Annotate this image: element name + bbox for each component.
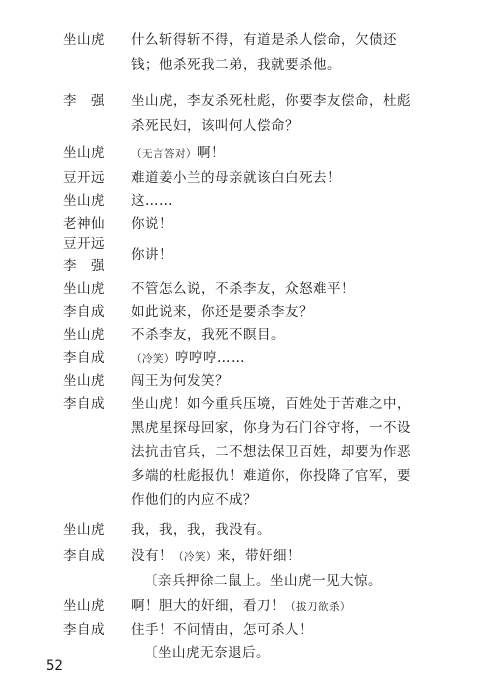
dialogue-text: 这…… (131, 193, 173, 209)
dialogue-text: 作他们的内应不成？ (131, 492, 257, 508)
dialogue-text: 你说！ (131, 216, 173, 232)
dialogue-text: 闯王为何发笑？ (131, 373, 229, 389)
speaker-name: 李自成 (63, 548, 105, 564)
speaker-name: 李自成 (63, 396, 105, 412)
dialogue-line (131, 598, 351, 616)
dialogue-text: 杀死民妇，该叫何人偿命？ (131, 118, 299, 134)
speaker-name: 坐山虎 (63, 373, 105, 389)
dialogue-text: 不管怎么说，不杀李友，众怒难平！ (131, 281, 355, 297)
speaker-name: 李自成 (63, 350, 105, 366)
speaker-name: 坐山虎 (63, 598, 105, 614)
dialogue-text: 啊！胆大的奸细，看刀！ (131, 598, 285, 614)
dialogue-text: 坐山虎，李友杀死杜彪，你要李友偿命，杜彪 (131, 93, 411, 109)
speaker-name: 坐山虎 (63, 522, 105, 538)
dialogue-line (131, 145, 225, 163)
dialogue-text: 你讲！ (131, 247, 173, 263)
stage-direction: 〔亲兵押徐二鼠上。坐山虎一见大惊。 (144, 573, 382, 589)
stage-note: （冷笑） (173, 551, 217, 563)
speaker-name: 老神仙 (63, 216, 105, 232)
dialogue-text: 多端的杜彪报仇！难道你，你投降了官军，要 (131, 468, 411, 484)
speaker-name: 坐山虎 (63, 193, 105, 209)
dialogue-text: 黑虎星探母回家，你身为石门谷守将，一不设 (131, 420, 411, 436)
speaker-name: 坐山虎 (63, 281, 105, 297)
speaker-name: 坐山虎 (63, 32, 105, 48)
speaker-name: 豆开远 (63, 236, 105, 252)
speaker-name: 李 强 (63, 93, 105, 109)
dialogue-text: 坐山虎！如今重兵压境，百姓处于苦难之中， (131, 396, 411, 412)
dialogue-text: 啊！ (197, 145, 225, 161)
stage-note: （冷笑） (131, 353, 175, 365)
stage-direction: 〔坐山虎无奈退后。 (144, 645, 270, 661)
dialogue-text: 不杀李友，我死不瞑目。 (131, 327, 285, 343)
speaker-name: 坐山虎 (63, 145, 105, 161)
dialogue-text: 来，带奸细！ (217, 548, 301, 564)
dialogue-text: 钱；他杀死我二弟，我就要杀他。 (131, 57, 341, 73)
speaker-name: 李自成 (63, 304, 105, 320)
dialogue-text: 什么斩得斩不得，有道是杀人偿命，欠债还 (131, 32, 397, 48)
stage-note: （无言答对） (131, 148, 197, 160)
dialogue-text: 我，我，我，我没有。 (131, 522, 271, 538)
dialogue-text: 法抗击官兵，二不想法保卫百姓，却要为作恶 (131, 444, 411, 460)
dialogue-text: 没有！ (131, 548, 173, 564)
page-number: 52 (46, 658, 63, 674)
speaker-name: 坐山虎 (63, 327, 105, 343)
speaker-name: 李 强 (63, 258, 105, 274)
dialogue-text: 如此说来，你还是要杀李友？ (131, 304, 313, 320)
dialogue-text: 哼哼哼…… (175, 350, 245, 366)
dialogue-text: 住手！不问情由，怎可杀人！ (131, 622, 313, 638)
speaker-name: 李自成 (63, 622, 105, 638)
dialogue-line (131, 548, 301, 566)
speaker-name: 豆开远 (63, 170, 105, 186)
dialogue-line (131, 350, 245, 368)
dialogue-text: 难道姜小兰的母亲就该白白死去！ (131, 170, 341, 186)
stage-note: （拔刀欲杀） (285, 601, 351, 613)
